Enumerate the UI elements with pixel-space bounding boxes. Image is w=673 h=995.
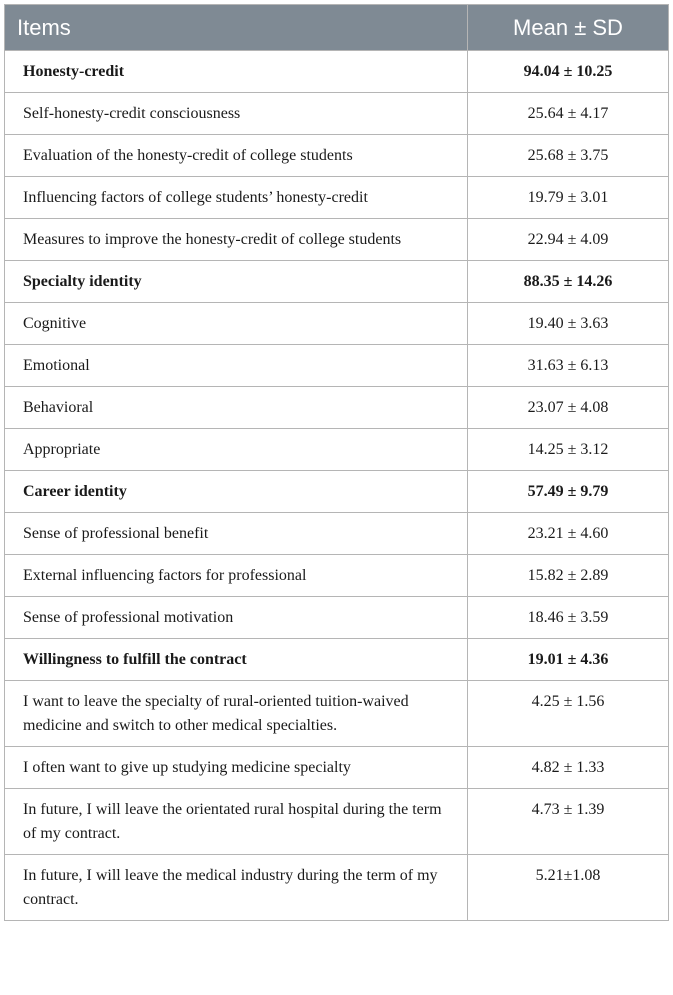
row-value: 5.21±1.08 — [468, 855, 669, 921]
row-value: 19.01 ± 4.36 — [468, 639, 669, 681]
row-item: Sense of professional benefit — [5, 513, 468, 555]
table-row — [5, 261, 669, 303]
row-item: In future, I will leave the orientated rural hospital during the term of my contract. — [5, 789, 468, 855]
row-item: Appropriate — [5, 429, 468, 471]
table-row — [5, 681, 669, 747]
row-value: 19.40 ± 3.63 — [468, 303, 669, 345]
row-value: 23.07 ± 4.08 — [468, 387, 669, 429]
row-item: Self-honesty-credit consciousness — [5, 93, 468, 135]
row-value: 4.82 ± 1.33 — [468, 747, 669, 789]
row-item: Career identity — [5, 471, 468, 513]
row-value: 31.63 ± 6.13 — [468, 345, 669, 387]
table-row — [5, 747, 669, 789]
table-row — [5, 429, 669, 471]
row-item: I often want to give up studying medicine specialty — [5, 747, 468, 789]
table-row — [5, 135, 669, 177]
table-header-row — [5, 5, 669, 51]
table-row — [5, 855, 669, 921]
table-row — [5, 387, 669, 429]
table-row — [5, 513, 669, 555]
row-item: Evaluation of the honesty-credit of college students — [5, 135, 468, 177]
header-items: Items — [5, 5, 468, 51]
row-item: Measures to improve the honesty-credit of college students — [5, 219, 468, 261]
header-mean-sd: Mean ± SD — [468, 5, 669, 51]
row-value: 25.68 ± 3.75 — [468, 135, 669, 177]
row-value: 88.35 ± 14.26 — [468, 261, 669, 303]
table-row — [5, 789, 669, 855]
row-value: 22.94 ± 4.09 — [468, 219, 669, 261]
table-row — [5, 219, 669, 261]
row-item: Specialty identity — [5, 261, 468, 303]
row-item: External influencing factors for professional — [5, 555, 468, 597]
row-value: 15.82 ± 2.89 — [468, 555, 669, 597]
row-value: 25.64 ± 4.17 — [468, 93, 669, 135]
data-table — [4, 4, 669, 921]
row-item: Sense of professional motivation — [5, 597, 468, 639]
row-value: 57.49 ± 9.79 — [468, 471, 669, 513]
row-value: 18.46 ± 3.59 — [468, 597, 669, 639]
table-row — [5, 51, 669, 93]
row-value: 94.04 ± 10.25 — [468, 51, 669, 93]
row-value: 14.25 ± 3.12 — [468, 429, 669, 471]
row-item: In future, I will leave the medical industry during the term of my contract. — [5, 855, 468, 921]
table-row — [5, 471, 669, 513]
row-item: Emotional — [5, 345, 468, 387]
row-item: I want to leave the specialty of rural-oriented tuition-waived medicine and switch to other medical specialties. — [5, 681, 468, 747]
table-row — [5, 93, 669, 135]
row-value: 19.79 ± 3.01 — [468, 177, 669, 219]
row-value: 4.25 ± 1.56 — [468, 681, 669, 747]
table-row — [5, 303, 669, 345]
row-item: Behavioral — [5, 387, 468, 429]
table-row — [5, 555, 669, 597]
row-item: Influencing factors of college students’ honesty-credit — [5, 177, 468, 219]
table-row — [5, 177, 669, 219]
row-item: Cognitive — [5, 303, 468, 345]
row-value: 4.73 ± 1.39 — [468, 789, 669, 855]
table-row — [5, 597, 669, 639]
table-row — [5, 639, 669, 681]
table-row — [5, 345, 669, 387]
row-item: Honesty-credit — [5, 51, 468, 93]
row-value: 23.21 ± 4.60 — [468, 513, 669, 555]
row-item: Willingness to fulfill the contract — [5, 639, 468, 681]
